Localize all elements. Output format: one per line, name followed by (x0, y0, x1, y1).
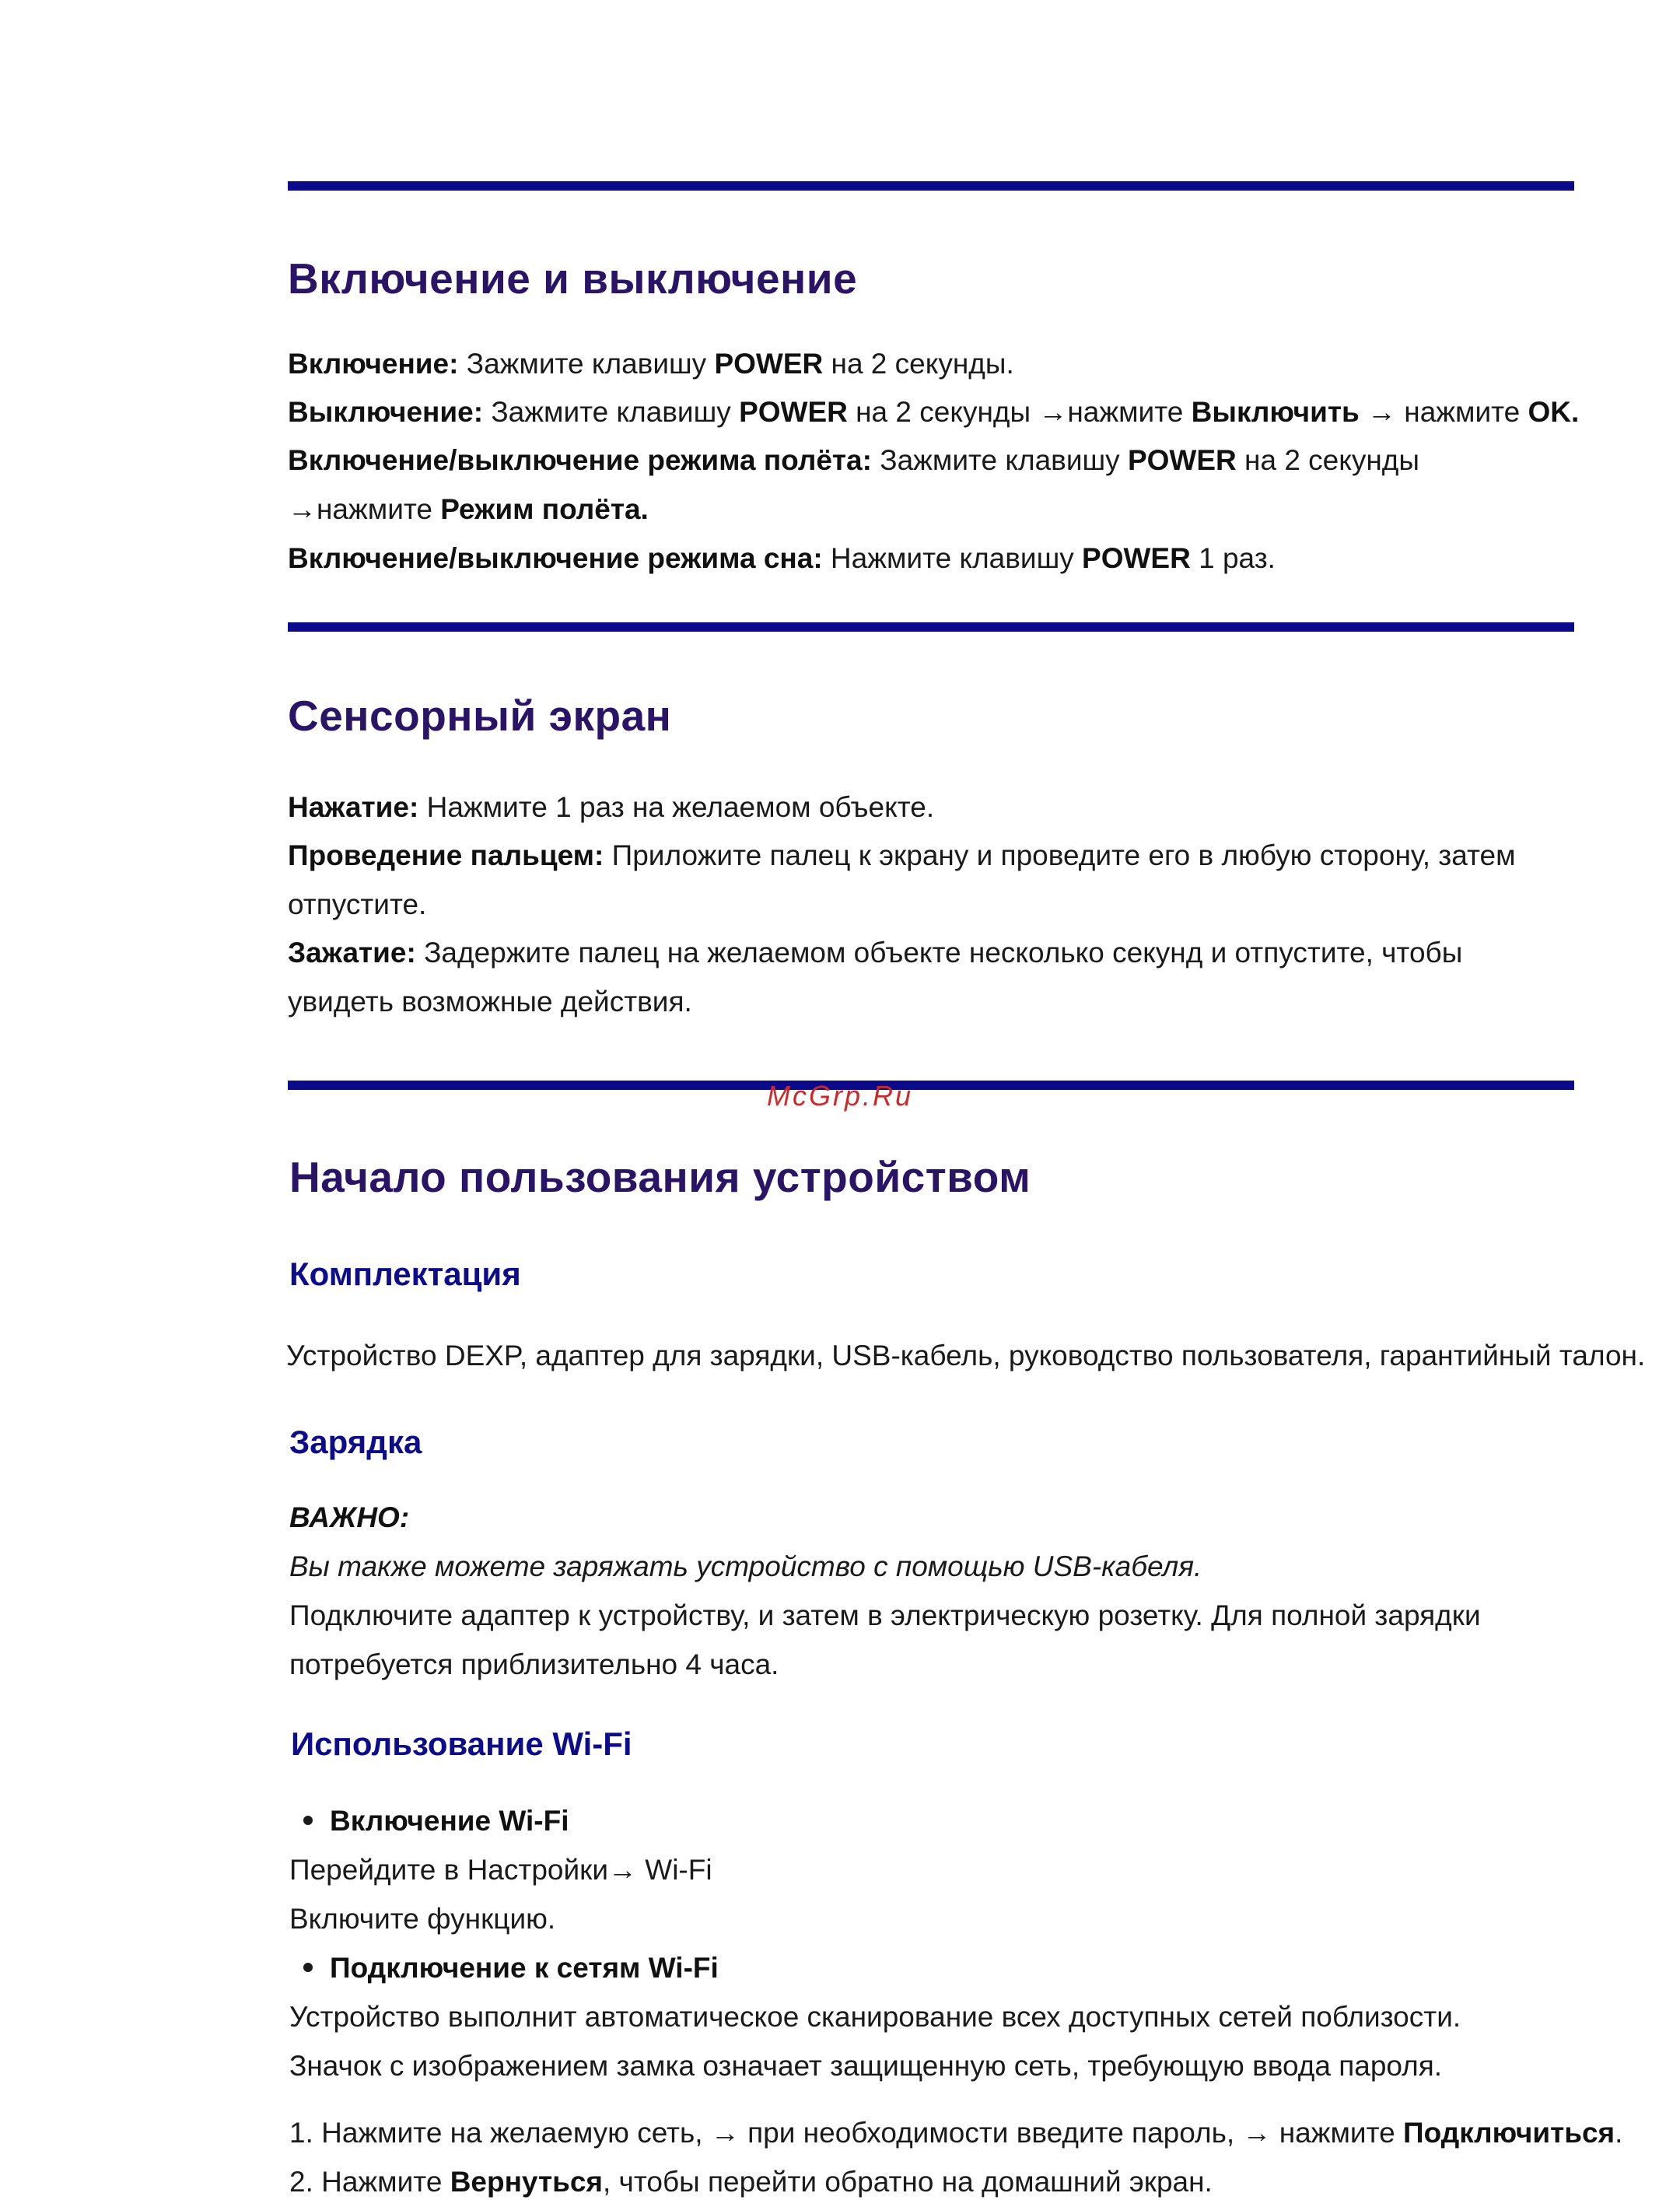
section-divider (288, 622, 1574, 632)
tap-line: Нажатие: Нажмите 1 раз на желаемом объекте. (288, 791, 935, 823)
swipe-line-2: отпустите. (288, 888, 427, 920)
section-title-touch: Сенсорный экран (288, 692, 672, 740)
arrow-icon: → (1242, 2117, 1272, 2149)
power-on-label: Включение: (288, 348, 459, 380)
sleep-mode-line: Включение/выключение режима сна: Нажмите клавишу POWER 1 раз. (288, 542, 1276, 574)
wifi-on-text: Перейдите в Настройки→ Wi-Fi (289, 1854, 712, 1886)
flight-mode-label: Включение/выключение режима полёта: (288, 444, 872, 476)
swipe-line: Проведение пальцем: Приложите палец к экрану и проведите его в любую сторону, затем (288, 839, 1516, 871)
step-2: 2. Нажмите Вернуться, чтобы перейти обратно на домашний экран. (289, 2166, 1213, 2198)
subsection-title-charge: Зарядка (289, 1424, 422, 1460)
wifi-on-item: Включение Wi-Fi (289, 1804, 569, 1838)
flight-mode-line-2: →нажмите Режим полёта. (288, 493, 649, 525)
power-off-label: Выключение: (288, 396, 484, 428)
wifi-on-text-2: Включите функцию. (289, 1903, 556, 1935)
bullet-icon (303, 1816, 313, 1825)
section-divider (288, 1081, 1574, 1090)
arrow-icon: → (1359, 396, 1396, 428)
wifi-connect-text-1: Устройство выполнит автоматическое сканирование всех доступных сетей поблизости. (289, 2001, 1461, 2033)
section-title-power: Включение и выключение (288, 254, 858, 303)
power-off-line: Выключение: Зажмите клавишу POWER на 2 секунды →нажмите Выключить → нажмите OK. (288, 396, 1580, 428)
wifi-connect-item: Подключение к сетям Wi-Fi (289, 1951, 719, 1985)
wifi-connect-text-2: Значок с изображением замка означает защищенную сеть, требующую ввода пароля. (289, 2050, 1443, 2082)
hold-label: Зажатие: (288, 937, 416, 969)
arrow-icon: → (288, 493, 317, 525)
tap-label: Нажатие: (288, 791, 419, 823)
section-divider (288, 181, 1574, 191)
watermark-text: McGrp.Ru (767, 1080, 914, 1112)
important-text: Вы также можете заряжать устройство с помощью USB-кабеля. (289, 1550, 1202, 1582)
hold-line-2: увидеть возможные действия. (288, 986, 692, 1018)
arrow-icon: → (1038, 396, 1068, 428)
charge-text-1: Подключите адаптер к устройству, и затем в электрическую розетку. Для полной зарядки (289, 1599, 1481, 1631)
sleep-mode-label: Включение/выключение режима сна: (288, 542, 823, 574)
bullet-icon (303, 1963, 313, 1972)
swipe-label: Проведение пальцем: (288, 839, 604, 871)
subsection-title-wifi: Использование Wi-Fi (291, 1725, 632, 1762)
hold-line: Зажатие: Задержите палец на желаемом объекте несколько секунд и отпустите, чтобы (288, 937, 1463, 969)
flight-mode-line: Включение/выключение режима полёта: Зажмите клавишу POWER на 2 секунды (288, 444, 1419, 476)
power-on-line: Включение: Зажмите клавишу POWER на 2 секунды. (288, 348, 1014, 380)
section-title-start: Начало пользования устройством (289, 1153, 1031, 1201)
kit-text: Устройство DEXP, адаптер для зарядки, USB-кабель, руководство пользователя, гарантийный талон. (286, 1340, 1646, 1371)
step-1: 1. Нажмите на желаемую сеть, → при необходимости введите пароль, → нажмите Подключиться. (289, 2117, 1623, 2149)
arrow-icon: → (608, 1854, 637, 1886)
arrow-icon: → (710, 2117, 740, 2149)
subsection-title-kit: Комплектация (289, 1256, 521, 1292)
charge-text-2: потребуется приблизительно 4 часа. (289, 1648, 779, 1680)
important-label: ВАЖНО: (289, 1501, 410, 1533)
